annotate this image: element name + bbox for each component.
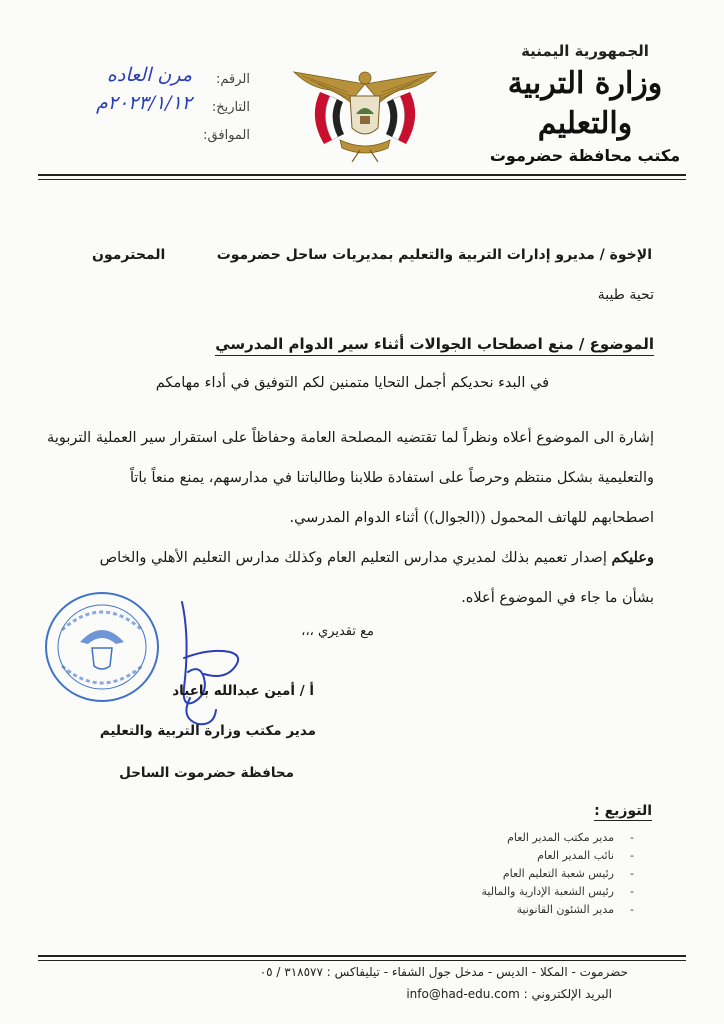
reference-block	[30, 64, 250, 154]
list-item: - رئيس الشعبة الإدارية والمالية	[481, 885, 634, 898]
distribution-heading: التوزيع :	[594, 803, 652, 819]
footer-divider-thin	[38, 960, 686, 961]
official-stamp-icon	[42, 590, 162, 705]
addressee: الإخوة / مديرو إدارات التربية والتعليم بمديريات ساحل حضرموت	[216, 247, 652, 263]
republic-name: الجمهورية اليمنية	[521, 42, 649, 60]
ref-number-label: الرقم:	[216, 72, 250, 87]
footer-address: حضرموت - المكلا - الديس - مدخل جول الشفاء - تيليفاكس : ٣١٨٥٧٧ / ٠٥	[259, 965, 628, 979]
date-row	[30, 92, 250, 126]
footer-email: البريد الإلكتروني : info@had-edu.com	[406, 987, 612, 1001]
office-name: مكتب محافظة حضرموت	[489, 146, 681, 165]
distribution-list	[374, 831, 634, 921]
paragraph-1	[47, 418, 654, 538]
paragraph-2-line	[64, 538, 654, 578]
corresponding-row	[30, 126, 250, 154]
ministry-header	[480, 42, 690, 165]
ref-number-value: مرن العاده	[106, 64, 192, 86]
addressee-line	[92, 247, 652, 271]
footer-divider	[38, 955, 686, 957]
greeting: تحية طيبة	[597, 287, 654, 303]
subject: الموضوع / منع اصطحاب الجوالات أثناء سير الدوام المدرسي	[215, 335, 654, 356]
list-item: - مدير الشئون القانونية	[516, 903, 634, 916]
paragraph-2-line: بشأن ما جاء في الموضوع أعلاه.	[461, 590, 654, 606]
paragraph-2-lead: وعليكم	[611, 549, 654, 566]
paragraph-2-text: إصدار تعميم بذلك لمديري مدارس التعليم العام وكذلك مدارس التعليم الأهلي والخاص	[99, 550, 612, 566]
date-value: ٢٠٢٣/١/١٢م	[95, 92, 192, 114]
list-item: - مدير مكتب المدير العام	[507, 831, 634, 844]
signatory-governorate: محافظة حضرموت الساحل	[119, 765, 294, 781]
header-divider-thin	[38, 179, 686, 180]
distribution-item: مدير الشئون القانونية	[516, 903, 614, 916]
subject-line	[215, 335, 654, 353]
ministry-name: وزارة التربية والتعليم	[507, 66, 663, 141]
header-divider	[38, 174, 686, 176]
paragraph-1-line: والتعليمية بشكل منتظم وحرصاً على استفادة طلابنا وطالباتنا في مدارسهم، يمنع منعاً باتاً	[129, 470, 654, 486]
paragraph-1-line: اصطحابهم للهاتف المحمول ((الجوال)) أثناء الدوام المدرسي.	[289, 510, 654, 526]
distribution-item: رئيس شعبة التعليم العام	[502, 867, 614, 880]
distribution-item: نائب المدير العام	[537, 849, 614, 862]
signatory-title: مدير مكتب وزارة التربية والتعليم	[99, 723, 316, 739]
date-label: التاريخ:	[211, 100, 250, 115]
handwritten-signature	[160, 598, 250, 738]
yemen-emblem-icon	[290, 62, 440, 162]
list-item: - رئيس شعبة التعليم العام	[502, 867, 634, 880]
respected-label: المحترمون	[92, 247, 166, 263]
paragraph-1-line: إشارة الى الموضوع أعلاه ونظراً لما تقتضيه المصلحة العامة وحفاظاً على استقرار سير العملية التربوية	[47, 430, 654, 446]
corresponding-label: الموافق:	[203, 128, 250, 143]
distribution-item: مدير مكتب المدير العام	[507, 831, 614, 844]
distribution-item: رئيس الشعبة الإدارية والمالية	[481, 885, 614, 898]
opening-line: في البدء نحديكم أجمل التحايا متمنين لكم التوفيق في أداء مهامكم	[155, 375, 549, 391]
signatory-name: أ / أمين عبدالله باعباد	[172, 683, 314, 699]
regards: مع تقديري ،،،	[301, 624, 374, 639]
list-item: - نائب المدير العام	[537, 849, 634, 862]
